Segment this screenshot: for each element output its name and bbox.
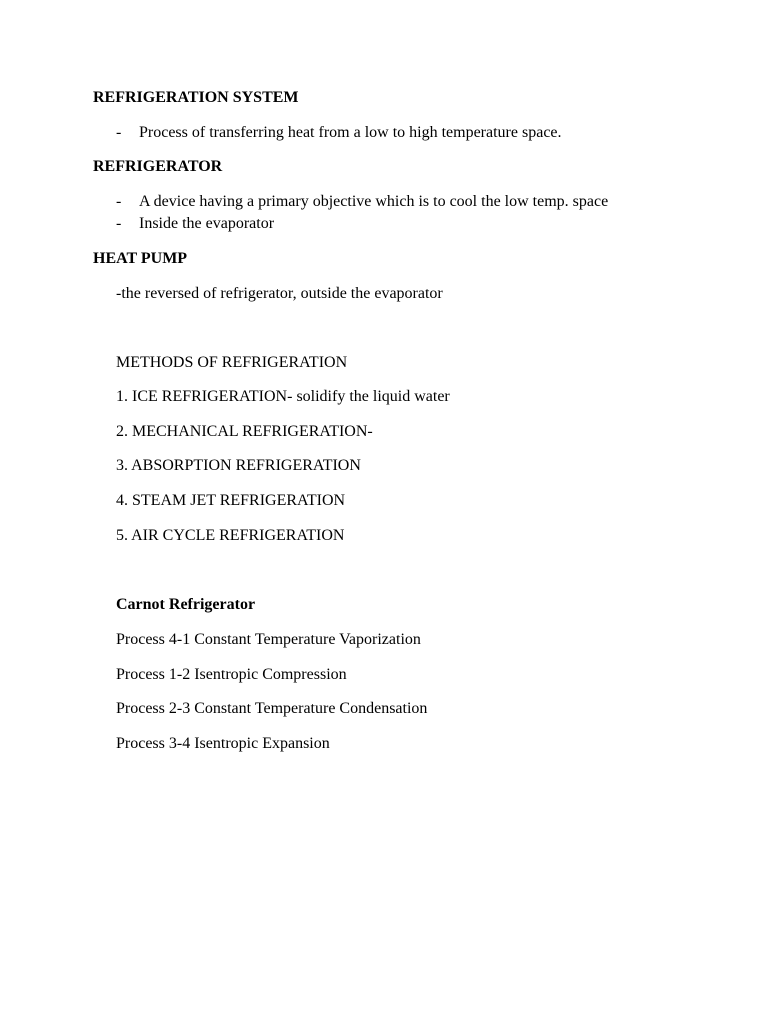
carnot-process: Process 4-1 Constant Temperature Vaporization [116,631,421,648]
heading-methods: METHODS OF REFRIGERATION [116,354,348,371]
bullet-text: A device having a primary objective which is to cool the low temp. space [139,193,609,210]
heading-refrigerator: REFRIGERATOR [93,158,223,175]
method-item: 1. ICE REFRIGERATION- solidify the liquid water [116,388,450,405]
bullet-text: Inside the evaporator [139,215,275,232]
method-item: 4. STEAM JET REFRIGERATION [116,492,346,509]
method-item: 5. AIR CYCLE REFRIGERATION [116,527,345,544]
heading-heat-pump: HEAT PUMP [93,250,188,267]
carnot-process: Process 3-4 Isentropic Expansion [116,735,330,752]
carnot-process: Process 1-2 Isentropic Compression [116,666,347,683]
heat-pump-text: -the reversed of refrigerator, outside the evaporator [116,285,443,302]
heading-carnot: Carnot Refrigerator [116,596,256,613]
bullet-marker: - [116,193,122,210]
method-item: 3. ABSORPTION REFRIGERATION [116,457,361,474]
bullet-marker: - [116,124,122,141]
carnot-process: Process 2-3 Constant Temperature Condensation [116,700,428,717]
bullet-marker: - [116,215,122,232]
heading-refrigeration-system: REFRIGERATION SYSTEM [93,89,299,106]
method-item: 2. MECHANICAL REFRIGERATION- [116,423,373,440]
bullet-text: Process of transferring heat from a low to high temperature space. [139,124,562,141]
